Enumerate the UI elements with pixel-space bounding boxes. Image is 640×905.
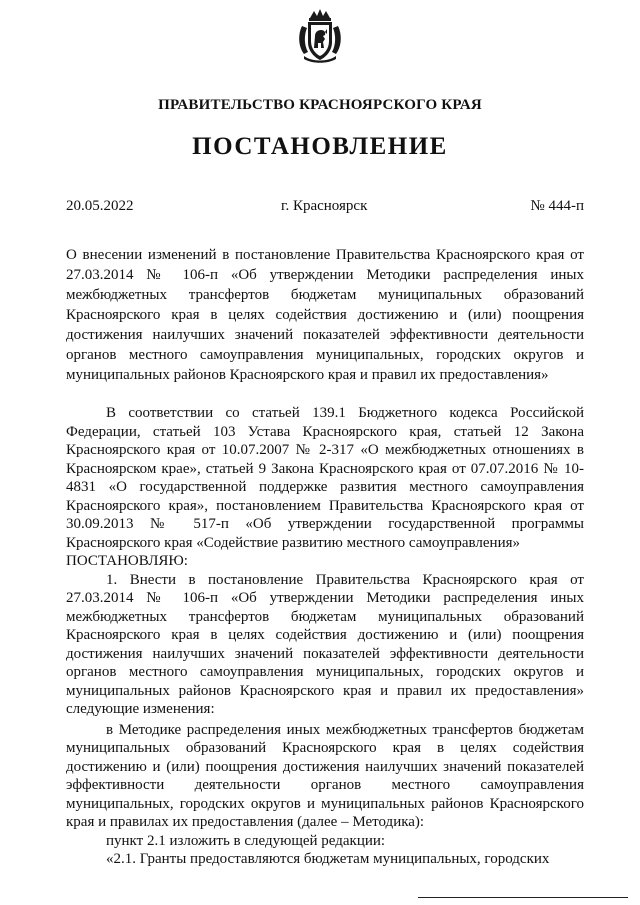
document-number: № 444-п (530, 198, 584, 214)
footer-rule (418, 897, 628, 898)
document-date: 20.05.2022 (66, 198, 134, 214)
clause-2-1-intro: пункт 2.1 изложить в следующей редакции: (106, 832, 386, 849)
resolve-word: ПОСТАНОВЛЯЮ: (66, 553, 188, 569)
item-1-paragraph: 1. Внести в постановление Правительства Красноярского края от 27.03.2014 № 106-п «Об утверждении Методики распределения иных межбюджетных трансфертов бюджетам муниципальных образований Красноярского края в целях содействия достижению и (или) поощрения достижения наилучших значений показателей эффективности деятельности органов местного самоуправления муниципальных, городских округов и муниципальных районов Красноярского края и правил их предоставления» следующие изменения: (66, 571, 584, 717)
preamble-paragraph: В соответствии со статьей 139.1 Бюджетного кодекса Российской Федерации, статьей 103 Устава Красноярского края, статьей 12 Закона Красноярского края от 10.07.2007 № 2-317 «О межбюджетных отношениях в Красноярском крае», статьей 9 Закона Красноярского края от 07.07.2016 № 10-4831 «О государственной поддержке развития местного самоуправления Красноярского края», постановлением Правительства Красноярского края от 30.09.2013 № 517-п «Об утверждении государственной программы Красноярского края «Содействие развитию местного самоуправления» (66, 405, 584, 551)
document-type-title: ПОСТАНОВЛЕНИЕ (192, 133, 448, 160)
resolution-title: О внесении изменений в постановление Правительства Красноярского края от 27.03.2014 № 106-п «Об утверждении Методики распределения иных межбюджетных трансфертов бюджетам муниципальных образований Красноярского края в целях содействия достижению и (или) поощрения достижения наилучших значений показателей эффективности деятельности органов местного самоуправления муниципальных, городских округов и муниципальных районов Красноярского края и правил их предоставления» (66, 247, 584, 383)
government-name: ПРАВИТЕЛЬСТВО КРАСНОЯРСКОГО КРАЯ (158, 97, 482, 113)
document-body (66, 404, 584, 869)
methodology-paragraph: в Методике распределения иных межбюджетных трансфертов бюджетам муниципальных образований Красноярского края в целях содействия достижению и (или) поощрения достижения наилучших значений показателей эффективности деятельности органов местного самоуправления муниципальных, городских округов и муниципальных районов Красноярского края и правилах их предоставления (далее – Методика): (66, 721, 584, 830)
document-city: г. Красноярск (281, 198, 368, 214)
coat-of-arms-icon (296, 8, 344, 64)
clause-2-1-text: «2.1. Гранты предоставляются бюджетам муниципальных, городских (106, 851, 550, 867)
